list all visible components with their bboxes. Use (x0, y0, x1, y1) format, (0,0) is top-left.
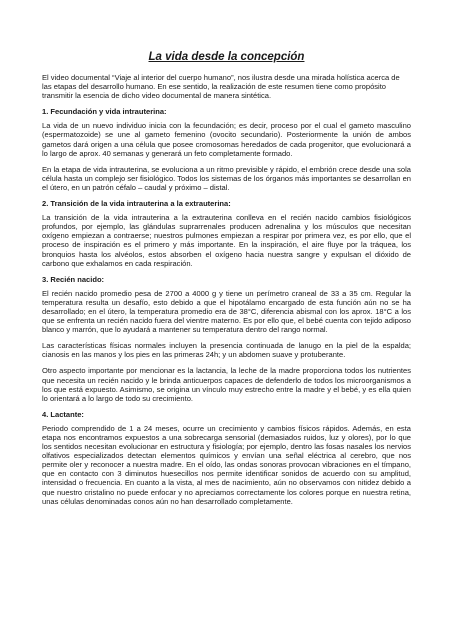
paragraph: Las características físicas normales incluyen la presencia continuada de lanugo en la piel de la espalda; cianosis en las manos y los pies en las primeras 24h; y un abdomen suave y protuberante. (42, 341, 411, 360)
section-transicion (42, 199, 411, 268)
section-heading: 1. Fecundación y vida intrauterina: (42, 107, 167, 117)
paragraph: El recién nacido promedio pesa de 2700 a 4000 g y tiene un perímetro craneal de 33 a 35 cm. Regular la temperatura resulta un desafío, esto debido a que el hipotálamo encargado de esta función aún no se ha desarrollado; en el útero, la temperatura promedio era de 38°C, diferencia abismal con los aprox. 18°C a los que se enfrenta un recién nacido fuera del vientre materno. Es por ello que, el bebé cuenta con tejido adiposo blanco y marrón, que lo ayudará a mantener su temperatura dentro del rango normal. (42, 288, 411, 335)
document-title: La vida desde la concepción (148, 51, 305, 63)
section-recien-nacido (42, 275, 411, 403)
paragraph: Otro aspecto importante por mencionar es la lactancia, la leche de la madre proporciona todos los nutrientes que necesita un recién nacido y le brinda anticuerpos capaces de defenderlo de todos los microorganismos a los que está expuesto. Asimismo, se origina un vínculo muy estrecho entre la madre y el bebé, y es ella quien lo orientará a lo largo de todo su crecimiento. (42, 366, 411, 403)
paragraph: La vida de un nuevo individuo inicia con la fecundación; es decir, proceso por el cual el gameto masculino (espermatozoide) se une al gameto femenino (ovocito secundario). Posteriormente la unión de ambos gametos dará origen a una célula que posee cromosomas heredados de cada progenitor, que evolucionará a lo largo de aprox. 40 semanas y generará un feto completamente formado. (42, 121, 411, 158)
section-heading: 4. Lactante: (42, 409, 84, 419)
paragraph: La transición de la vida intrauterina a la extrauterina conlleva en el recién nacido cambios fisiológicos profundos, por ejemplo, las glándulas suprarrenales producen adrenalina y los músculos que necesitan oxígeno empiezan a contraerse; nuestros pulmones empiezan a respirar por primera vez, es por ello, que el proceso de inspiración es el primero y más importante. En la inspiración, el aire fluye por la tráquea, los bronquios hasta los alvéolos, estos absorben el oxígeno hacia nuestra sangre y expulsan el dióxido de carbono que exhalamos en cada respiración. (42, 213, 411, 268)
paragraph: En la etapa de vida intrauterina, se evoluciona a un ritmo previsible y rápido, el embrión crece desde una sola célula hasta un complejo ser fisiológico. Todos los sistemas de los órganos más importantes se desarrollan en el útero, en un patrón céfalo – caudal y próximo – distal. (42, 164, 411, 192)
paragraph: Periodo comprendido de 1 a 24 meses, ocurre un crecimiento y cambios físicos rápidos. Además, en esta etapa nos encontramos expuestos a una sobrecarga sensorial (demasiados ruidos, luz y olores), por lo que los sentidos necesitan evolucionar en estructura y fisiología; por ejemplo, dentro las fosas nasales los nervios olfativos especializados detectan elementos químicos y envían una señal eléctrica al cerebro, que nos permite oler y reconocer a nuestra madre. En el oído, las ondas sonoras provocan vibraciones en el tímpano, que en contacto con 3 diminutos huesecillos nos permite identificar sonidos de acuerdo con su amplitud, intensidad o frecuencia. En cuanto a la vista, al mes de nacimiento, aún no observamos con nitidez debido a que nuestro cristalino no puede enfocar y no apreciamos correctamente los colores porque en nuestra retina, unas células denominadas conos aún no han desarrollado completamente. (42, 423, 411, 506)
section-heading: 3. Recién nacido: (42, 274, 105, 284)
section-heading: 2. Transición de la vida intrauterina a la extrauterina: (42, 199, 231, 209)
section-fecundacion (42, 107, 411, 192)
section-lactante (42, 410, 411, 506)
intro-paragraph: El video documental “Viaje al interior del cuerpo humano”, nos ilustra desde una mirada holística acerca de las etapas del desarrollo humano. En ese sentido, la realización de este resumen tiene como propósito transmitir la esencia de dicho video documental de manera sintética. (42, 73, 400, 101)
